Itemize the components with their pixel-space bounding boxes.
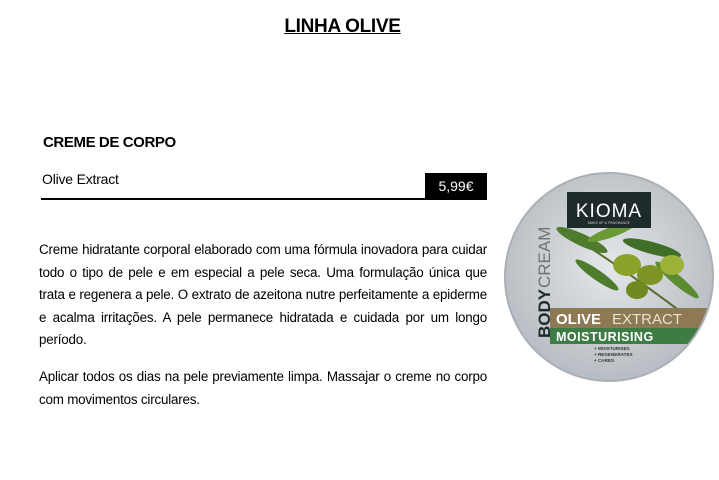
product-image — [502, 170, 716, 384]
cream-label: CREAM — [535, 226, 554, 288]
usage-instructions: Aplicar todos os dias na pele previamente limpa. Massajar o creme no corpo com movimentos circulares. — [39, 369, 487, 407]
divider-line — [41, 198, 487, 200]
benefit-3: + CARES — [594, 358, 615, 363]
moisturising-label: MOISTURISING — [556, 330, 654, 344]
extract-label: EXTRACT — [612, 311, 683, 328]
olive-label: OLIVE — [556, 311, 602, 328]
benefit-1: + MOISTURISES — [594, 346, 630, 351]
section-title: CREME DE CORPO — [43, 134, 176, 151]
brand-tagline: MAKE UP & FRAGRANCE — [588, 221, 630, 225]
product-name: Olive Extract — [42, 171, 119, 187]
brand-logo: KIOMA — [575, 201, 643, 222]
page-title: LINHA OLIVE — [284, 16, 401, 37]
cream-jar-illustration — [502, 170, 716, 384]
product-row — [41, 170, 487, 200]
body-label: BODY — [535, 288, 554, 338]
price-badge: 5,99€ — [425, 173, 487, 199]
product-description: Creme hidratante corporal elaborado com uma fórmula inovadora para cuidar todo o tipo de pele e em especial a pele seca. Uma formulação única que trata e regenera a pele. O extrato de azeitona nutre perfeitamente a epiderme e acalma irritações. A pele permanece hidratada e cuidada por um longo período. — [39, 242, 487, 347]
benefit-2: + REGENERATES — [594, 352, 633, 357]
